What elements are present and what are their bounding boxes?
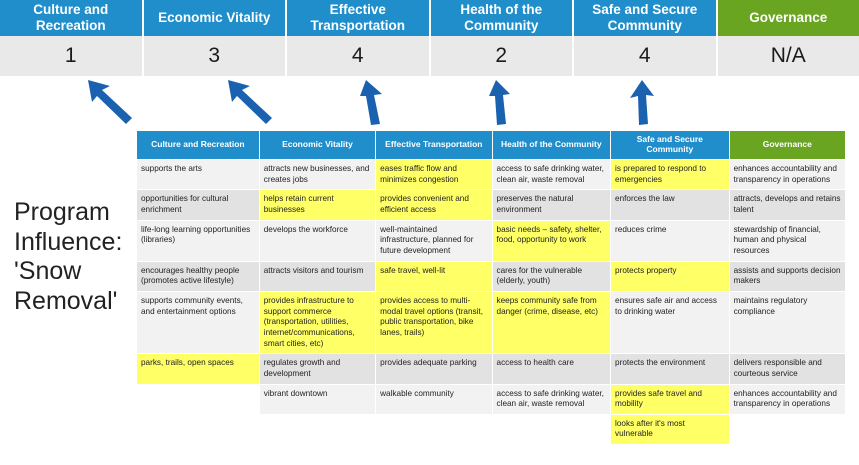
matrix-cell: attracts new businesses, and creates jobs [259,160,375,190]
matrix-cell: preserves the natural environment [492,190,611,220]
pillar-header-health: Health of the Community [431,0,575,36]
matrix-cell: protects property [611,261,730,291]
table-row [137,220,846,261]
pillar-header-culture: Culture and Recreation [0,0,144,36]
score-economic: 3 [144,36,288,76]
matrix-cell: protects the environment [611,354,730,384]
pillar-score-band [0,36,859,76]
score-safety: 4 [574,36,718,76]
table-row [137,190,846,220]
matrix-cell [259,414,375,444]
upward-arrow-icon [228,80,272,124]
matrix-col-economic: Economic Vitality [259,131,375,160]
table-row [137,384,846,414]
program-influence-label: Program Influence: 'Snow Removal' [14,198,123,315]
table-row [137,354,846,384]
score-transportation: 4 [287,36,431,76]
pillar-header-governance: Governance [718,0,859,36]
matrix-cell: stewardship of financial, human and physical resources [729,220,845,261]
matrix-cell: regulates growth and development [259,354,375,384]
matrix-cell: develops the workforce [259,220,375,261]
matrix-col-governance: Governance [729,131,845,160]
matrix-cell [492,414,611,444]
matrix-cell: enhances accountability and transparency in operations [729,160,845,190]
matrix-cell: enforces the law [611,190,730,220]
matrix-cell: life-long learning opportunities (libraries) [137,220,260,261]
matrix-cell: provides convenient and efficient access [376,190,492,220]
score-culture: 1 [0,36,144,76]
arrows-svg [0,76,859,128]
matrix-cell: looks after it's most vulnerable [611,414,730,444]
score-health: 2 [431,36,575,76]
table-row [137,291,846,353]
matrix-cell: opportunities for cultural enrichment [137,190,260,220]
matrix-cell: access to safe drinking water, clean air, waste removal [492,384,611,414]
matrix-cell: supports the arts [137,160,260,190]
matrix-cell: cares for the vulnerable (elderly, youth) [492,261,611,291]
matrix-cell: provides adequate parking [376,354,492,384]
matrix-cell: provides infrastructure to support commerce (transportation, utilities, internet/communications, smart cities, etc) [259,291,375,353]
matrix-cell [137,414,260,444]
upward-arrow-icon [489,80,510,125]
matrix-col-health: Health of the Community [492,131,611,160]
table-row [137,261,846,291]
influence-matrix [136,130,846,445]
score-governance: N/A [770,44,806,67]
matrix-cell [137,384,260,414]
upward-arrow-icon [88,80,132,124]
matrix-cell [376,414,492,444]
matrix-cell [729,414,845,444]
matrix-col-safety: Safe and Secure Community [611,131,730,160]
pillar-header-band [0,0,859,36]
pillar-header-transportation: Effective Transportation [287,0,431,36]
matrix-cell: access to health care [492,354,611,384]
matrix-cell: well-maintained infrastructure, planned for future development [376,220,492,261]
matrix-cell: parks, trails, open spaces [137,354,260,384]
matrix-cell: supports community events, and entertainment options [137,291,260,353]
matrix-cell: is prepared to respond to emergencies [611,160,730,190]
matrix-col-culture: Culture and Recreation [137,131,260,160]
pillar-header-safety: Safe and Secure Community [574,0,718,36]
matrix-cell: maintains regulatory compliance [729,291,845,353]
matrix-header-row [137,131,846,160]
upward-arrow-icon [360,80,382,125]
table-row [137,160,846,190]
matrix-cell: vibrant downtown [259,384,375,414]
table-row [137,414,846,444]
matrix-cell: basic needs – safety, shelter, food, opportunity to work [492,220,611,261]
matrix-cell: assists and supports decision makers [729,261,845,291]
matrix-cell: helps retain current businesses [259,190,375,220]
matrix-col-transportation: Effective Transportation [376,131,492,160]
upward-arrow-icon [630,80,654,125]
matrix-cell: ensures safe air and access to drinking water [611,291,730,353]
matrix-cell: attracts visitors and tourism [259,261,375,291]
matrix-cell: access to safe drinking water, clean air, waste removal [492,160,611,190]
matrix-cell: enhances accountability and transparency in operations [729,384,845,414]
matrix-cell: walkable community [376,384,492,414]
matrix-cell: reduces crime [611,220,730,261]
matrix-cell: provides access to multi-modal travel options (transit, public transportation, bike lanes, trails) [376,291,492,353]
matrix-cell: delivers responsible and courteous service [729,354,845,384]
pillar-header-economic: Economic Vitality [144,0,288,36]
matrix-cell: safe travel, well-lit [376,261,492,291]
matrix-cell: provides safe travel and mobility [611,384,730,414]
matrix-cell: attracts, develops and retains talent [729,190,845,220]
arrow-group [0,76,859,128]
matrix-cell: encourages healthy people (promotes active lifestyle) [137,261,260,291]
matrix-cell: eases traffic flow and minimizes congestion [376,160,492,190]
matrix-cell: keeps community safe from danger (crime, disease, etc) [492,291,611,353]
